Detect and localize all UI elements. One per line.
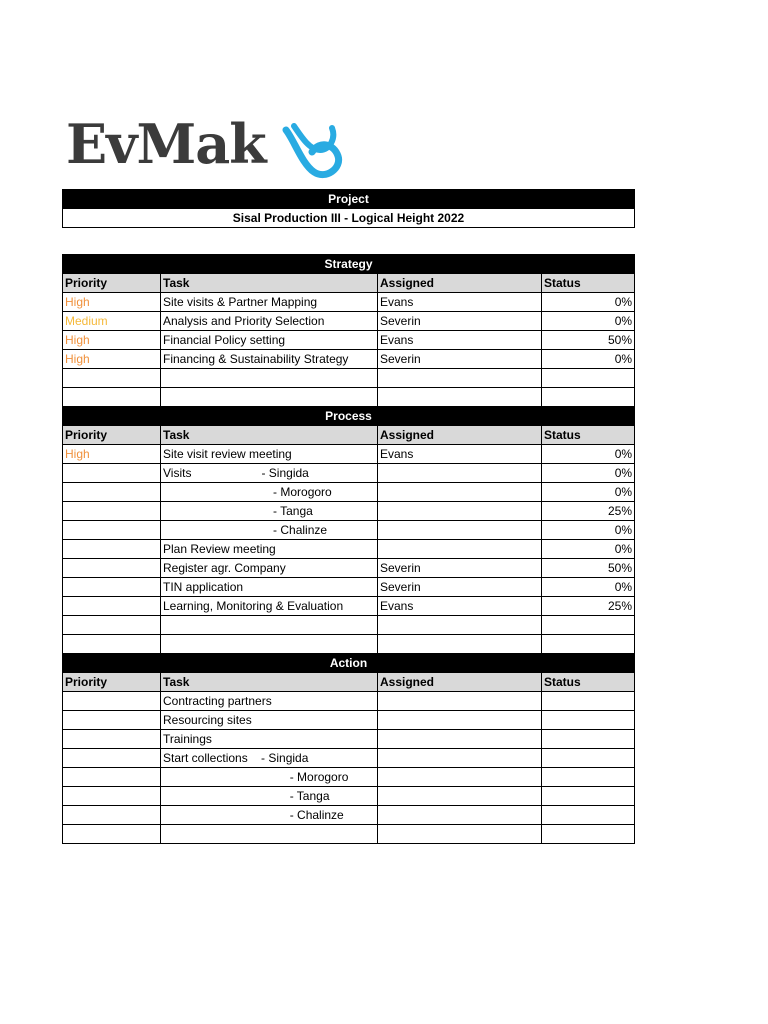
cell-assigned[interactable] bbox=[378, 806, 542, 825]
table-row bbox=[63, 559, 635, 578]
cell-assigned[interactable]: Evans bbox=[378, 331, 542, 350]
cell-priority[interactable] bbox=[63, 597, 161, 616]
project-header: Project bbox=[63, 190, 635, 209]
cell-status[interactable] bbox=[542, 711, 635, 730]
cell-assigned[interactable] bbox=[378, 502, 542, 521]
cell-assigned[interactable] bbox=[378, 787, 542, 806]
table-row bbox=[63, 350, 635, 369]
cell-task[interactable]: Trainings bbox=[161, 730, 378, 749]
cell-priority[interactable] bbox=[63, 540, 161, 559]
cell-priority[interactable] bbox=[63, 578, 161, 597]
table-row bbox=[63, 445, 635, 464]
cell-priority[interactable] bbox=[63, 502, 161, 521]
cell-status[interactable]: 25% bbox=[542, 597, 635, 616]
cell-priority[interactable] bbox=[63, 749, 161, 768]
cell-priority[interactable] bbox=[63, 635, 161, 654]
cell-assigned[interactable]: Evans bbox=[378, 597, 542, 616]
cell-priority[interactable] bbox=[63, 825, 161, 844]
cell-task[interactable]: - Morogoro bbox=[161, 768, 378, 787]
column-header-assigned: Assigned bbox=[378, 274, 542, 293]
table-row bbox=[63, 692, 635, 711]
cell-task[interactable] bbox=[161, 825, 378, 844]
cell-task[interactable] bbox=[161, 388, 378, 407]
cell-priority[interactable]: High bbox=[63, 445, 161, 464]
table-row bbox=[63, 635, 635, 654]
cell-status[interactable] bbox=[542, 825, 635, 844]
section-title: Action bbox=[63, 654, 635, 673]
cell-status[interactable] bbox=[542, 787, 635, 806]
cell-task[interactable]: Start collections - Singida bbox=[161, 749, 378, 768]
cell-assigned[interactable] bbox=[378, 464, 542, 483]
cell-assigned[interactable] bbox=[378, 730, 542, 749]
cell-task[interactable]: Visits - Singida bbox=[161, 464, 378, 483]
cell-priority[interactable] bbox=[63, 616, 161, 635]
cell-assigned[interactable] bbox=[378, 635, 542, 654]
cell-status[interactable]: 25% bbox=[542, 502, 635, 521]
cell-assigned[interactable]: Severin bbox=[378, 350, 542, 369]
cell-task[interactable]: Financing & Sustainability Strategy bbox=[161, 350, 378, 369]
table-row bbox=[63, 806, 635, 825]
table-row bbox=[63, 293, 635, 312]
cell-assigned[interactable] bbox=[378, 369, 542, 388]
table-row bbox=[63, 464, 635, 483]
cell-task[interactable]: - Tanga bbox=[161, 502, 378, 521]
cell-status[interactable]: 0% bbox=[542, 350, 635, 369]
cell-priority[interactable] bbox=[63, 787, 161, 806]
cell-assigned[interactable]: Evans bbox=[378, 293, 542, 312]
cell-status[interactable] bbox=[542, 369, 635, 388]
cell-task[interactable]: Resourcing sites bbox=[161, 711, 378, 730]
project-name-row bbox=[63, 209, 635, 228]
cell-status[interactable]: 0% bbox=[542, 445, 635, 464]
cell-task[interactable]: TIN application bbox=[161, 578, 378, 597]
column-header-assigned: Assigned bbox=[378, 673, 542, 692]
cell-assigned[interactable]: Severin bbox=[378, 312, 542, 331]
column-header-priority: Priority bbox=[63, 274, 161, 293]
cell-assigned[interactable] bbox=[378, 521, 542, 540]
section-header-row bbox=[63, 654, 635, 673]
cell-status[interactable]: 0% bbox=[542, 540, 635, 559]
cell-priority[interactable] bbox=[63, 730, 161, 749]
table-row bbox=[63, 787, 635, 806]
cell-priority[interactable] bbox=[63, 711, 161, 730]
table-row bbox=[63, 331, 635, 350]
cell-status[interactable]: 50% bbox=[542, 331, 635, 350]
column-header-status: Status bbox=[542, 426, 635, 445]
column-header-task: Task bbox=[161, 673, 378, 692]
column-header-task: Task bbox=[161, 426, 378, 445]
table-row bbox=[63, 312, 635, 331]
cell-assigned[interactable] bbox=[378, 825, 542, 844]
cell-priority[interactable] bbox=[63, 483, 161, 502]
cell-status[interactable] bbox=[542, 388, 635, 407]
table-row bbox=[63, 597, 635, 616]
task-table-body bbox=[63, 255, 635, 844]
cell-assigned[interactable] bbox=[378, 711, 542, 730]
cell-task[interactable] bbox=[161, 616, 378, 635]
cell-task[interactable]: Financial Policy setting bbox=[161, 331, 378, 350]
cell-priority[interactable] bbox=[63, 388, 161, 407]
table-row bbox=[63, 483, 635, 502]
section-title: Process bbox=[63, 407, 635, 426]
cell-status[interactable]: 0% bbox=[542, 312, 635, 331]
cell-task[interactable]: - Tanga bbox=[161, 787, 378, 806]
cell-assigned[interactable] bbox=[378, 749, 542, 768]
column-header-status: Status bbox=[542, 673, 635, 692]
cell-status[interactable] bbox=[542, 730, 635, 749]
table-row bbox=[63, 825, 635, 844]
cell-task[interactable]: Learning, Monitoring & Evaluation bbox=[161, 597, 378, 616]
project-table bbox=[62, 189, 635, 228]
column-header-row bbox=[63, 673, 635, 692]
cell-assigned[interactable] bbox=[378, 388, 542, 407]
cell-priority[interactable]: High bbox=[63, 350, 161, 369]
logo-wordmark: EvMak bbox=[66, 112, 266, 176]
evmak-logo bbox=[66, 112, 356, 178]
cell-status[interactable] bbox=[542, 616, 635, 635]
table-row bbox=[63, 749, 635, 768]
cell-status[interactable] bbox=[542, 749, 635, 768]
column-header-priority: Priority bbox=[63, 426, 161, 445]
section-header-row bbox=[63, 407, 635, 426]
cell-status[interactable] bbox=[542, 806, 635, 825]
table-row bbox=[63, 768, 635, 787]
cell-assigned[interactable]: Evans bbox=[378, 445, 542, 464]
cell-task[interactable]: - Morogoro bbox=[161, 483, 378, 502]
cell-status[interactable] bbox=[542, 635, 635, 654]
cell-task[interactable]: Contracting partners bbox=[161, 692, 378, 711]
cell-priority[interactable] bbox=[63, 521, 161, 540]
column-header-row bbox=[63, 426, 635, 445]
cell-assigned[interactable] bbox=[378, 540, 542, 559]
task-table bbox=[62, 254, 635, 844]
cell-task[interactable]: Site visits & Partner Mapping bbox=[161, 293, 378, 312]
table-row bbox=[63, 540, 635, 559]
cell-assigned[interactable]: Severin bbox=[378, 578, 542, 597]
table-row bbox=[63, 711, 635, 730]
cell-status[interactable]: 50% bbox=[542, 559, 635, 578]
table-row bbox=[63, 578, 635, 597]
table-row bbox=[63, 521, 635, 540]
cell-status[interactable] bbox=[542, 692, 635, 711]
column-header-status: Status bbox=[542, 274, 635, 293]
table-row bbox=[63, 616, 635, 635]
cell-priority[interactable] bbox=[63, 369, 161, 388]
column-header-row bbox=[63, 274, 635, 293]
cell-assigned[interactable]: Severin bbox=[378, 559, 542, 578]
column-header-assigned: Assigned bbox=[378, 426, 542, 445]
cell-priority[interactable]: High bbox=[63, 293, 161, 312]
column-header-task: Task bbox=[161, 274, 378, 293]
cell-status[interactable]: 0% bbox=[542, 521, 635, 540]
table-row bbox=[63, 730, 635, 749]
cell-status[interactable]: 0% bbox=[542, 483, 635, 502]
column-header-priority: Priority bbox=[63, 673, 161, 692]
cell-priority[interactable]: High bbox=[63, 331, 161, 350]
cell-priority[interactable] bbox=[63, 692, 161, 711]
cell-task[interactable]: Site visit review meeting bbox=[161, 445, 378, 464]
cell-priority[interactable] bbox=[63, 768, 161, 787]
table-row bbox=[63, 369, 635, 388]
cell-task[interactable]: - Chalinze bbox=[161, 806, 378, 825]
cell-priority[interactable] bbox=[63, 806, 161, 825]
cell-status[interactable] bbox=[542, 768, 635, 787]
cell-priority[interactable] bbox=[63, 464, 161, 483]
cell-task[interactable] bbox=[161, 635, 378, 654]
cell-assigned[interactable] bbox=[378, 483, 542, 502]
logo-swirl-icon bbox=[280, 120, 346, 180]
project-header-row bbox=[63, 190, 635, 209]
cell-assigned[interactable] bbox=[378, 768, 542, 787]
cell-task[interactable]: Analysis and Priority Selection bbox=[161, 312, 378, 331]
cell-assigned[interactable] bbox=[378, 616, 542, 635]
cell-status[interactable]: 0% bbox=[542, 293, 635, 312]
cell-task[interactable]: Plan Review meeting bbox=[161, 540, 378, 559]
cell-task[interactable] bbox=[161, 369, 378, 388]
project-name: Sisal Production III - Logical Height 2022 bbox=[63, 209, 635, 228]
cell-task[interactable]: - Chalinze bbox=[161, 521, 378, 540]
cell-status[interactable]: 0% bbox=[542, 578, 635, 597]
table-row bbox=[63, 502, 635, 521]
table-row bbox=[63, 388, 635, 407]
cell-priority[interactable]: Medium bbox=[63, 312, 161, 331]
cell-status[interactable]: 0% bbox=[542, 464, 635, 483]
cell-priority[interactable] bbox=[63, 559, 161, 578]
cell-assigned[interactable] bbox=[378, 692, 542, 711]
section-header-row bbox=[63, 255, 635, 274]
cell-task[interactable]: Register agr. Company bbox=[161, 559, 378, 578]
section-title: Strategy bbox=[63, 255, 635, 274]
